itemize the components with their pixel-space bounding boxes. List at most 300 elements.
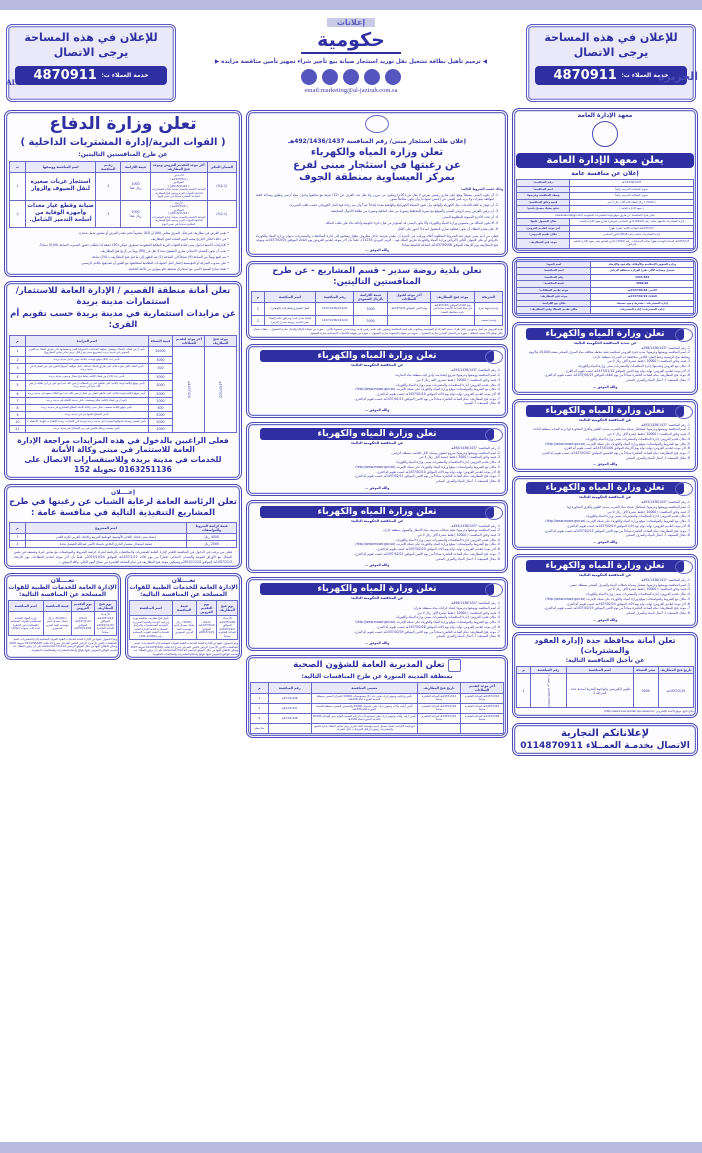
- table-cell: 2000 ريال: [187, 541, 237, 548]
- promo-phone-label-left: خدمة العملاء ت:: [101, 71, 149, 79]
- th-seq: م: [251, 682, 269, 693]
- mowe-jouf-title-3: بمركز العيساوية بمنطقة الجوف: [299, 172, 455, 183]
- med2-note: ويتم الحصول عليها من الإدارة العامة للخدمات الطبية للقوات المسلحة إدارة المشتريات: قسم المناقصات (الدور الأرضي) الرياض الخاص الشرقي مخرج 11 هاتف 0114795500 تحويلة 1607 ويمكن الاطلاع عليها من خلال الموقع الرسمي www.msd.mod.sa على أن يرفق بالعطاء عند تقديمه الوثائق النصوص عليها بلوائح وأحكام المشتريات والمناقصات الحكومية.: [130, 641, 238, 656]
- table-cell: 1: [251, 693, 269, 703]
- table-cell: تحويل الحقائب التدريبية رقمياً: [570, 186, 694, 193]
- mowe-subtitle: عن المناقصة الحكومية التالية:: [578, 572, 632, 577]
- jeddah-note[interactable]: مكان البيع: موقع الأمانة الإلكتروني (http://eservices.jeddah.gov.sa/eproc): [604, 709, 694, 714]
- list-item: 7- موعد فتح المظاريف: تمام الساعة العاشرة صباحاً من يوم الاثنين الموافق 1437/02/15هـ حسب تقويم أم القرى.: [544, 528, 690, 533]
- table-cell: تأمين وتركيب وتجهيز غرف طبي عدد (1) مستوصفات 50000 بالمركز الصحي بمنطقة المدينة المنورة لعام 1436هـ: [311, 693, 417, 703]
- table-cell: 1: [10, 346, 26, 356]
- mowe-title: تعلن وزارة المياه والكهرباء: [526, 482, 684, 494]
- th-copy-price: سعر النسخة: [633, 666, 658, 673]
- mowe-signoff: والله الموفق ...: [364, 640, 390, 645]
- list-item: 6- آخر موعد لتقديم العروض: نهاية دوام يوم الأربعاء الموافق 1437/01/06هـ حسب تقويم أم القرى.: [563, 446, 690, 451]
- row-label: تدفع بشيك مصدق باسم:: [517, 206, 570, 213]
- table-cell: 1435/1436/2م ص الفئة 1: [531, 673, 566, 708]
- list-item: 4- مكان تقديم العروض: إدارة المناقصات والمشتريات بمبنى وزارة المياه والكهرباء.: [585, 514, 690, 519]
- table-cell: تأجير أرض فضاء لإقامة بقالة ومقصف داخل مدينة الألعام في مدينة بريدة: [25, 397, 148, 404]
- table-cell: 3000: [148, 380, 173, 390]
- mowe-seal-icon: [485, 583, 503, 597]
- table-cell: [387, 316, 431, 326]
- th-name: اسم المنافسة: [566, 666, 633, 673]
- list-item: 3- قيمة وثائق المنافسة: ( 10000 ) فقط عشرة آلاف ريال لا غير.: [606, 432, 690, 437]
- table-cell: تشغيل وصيانة الآلي بفرع الوزارة بمنطقة الرياض: [591, 268, 694, 275]
- list-item: • يقدم العرض في مظاريف غير قابل للتمزق مقاس (A4) أو (A3) مختوماً بختم مقدم العرض أو ملصق يحمل شعاره.: [14, 231, 229, 236]
- th-dates: آخر موعد للتقديم العروض وموعد فتح المظاريف: [150, 162, 207, 173]
- ad-mowe-tender: [512, 399, 698, 473]
- table-cell: تأجير عدد (20) موقع لوحات إعلانية موبي داخل مدينة بريدة: [25, 356, 148, 363]
- th-close: آخر موعد لقبول العطاءات: [387, 291, 431, 302]
- logo-title: حكومية: [301, 29, 401, 54]
- buraidah-footer-2: للخدمات في مدينة بريدة وللاستفسارات الاتصال على 0163251136 تحويلة 152: [24, 455, 222, 475]
- mowe-signoff: والله الموفق ...: [364, 563, 390, 568]
- th-seq: م: [10, 335, 26, 346]
- ipa-table: [516, 179, 694, 249]
- list-item: • تعبئة نماذج المسح الأمني مع استخراج صحيفة خلو سوابق من الأدلة الجنائية.: [14, 267, 229, 272]
- med2-table: [129, 600, 238, 640]
- table-row: [252, 316, 503, 326]
- list-item: 4- مكان تقديم العروض: إدارة المناقصات والمشتريات بمبنى وزارة المياه والكهرباء.: [395, 460, 500, 465]
- table-row: [517, 307, 694, 314]
- youth-table: [9, 522, 237, 548]
- mowe-seal-icon: [675, 328, 693, 342]
- list-item: 5- مكان بيع الشروط والمواصفات: موقع وزارة المياه والكهرباء على شبكة الإنترنت (http://www.mowe.gov.sa): [355, 464, 500, 469]
- med1-table: [8, 600, 117, 636]
- promo-line1: للإعلان في هذه المساحة: [544, 31, 678, 44]
- mowe-subtitle: عن المناقصة الحكومية التالية:: [578, 495, 632, 500]
- row-label: اسم الجهة:: [517, 261, 591, 268]
- mowe-title: تعلن وزارة المياه والكهرباء: [260, 583, 494, 595]
- column-middle: [246, 110, 508, 738]
- table-cell: 2: [10, 541, 26, 548]
- madinah-body: [251, 693, 504, 733]
- mowe-title: تعلن وزارة المياه والكهرباء: [526, 405, 684, 417]
- table-cell: يوم الاثنين الموافق 1437/2/4هـ: [387, 302, 431, 316]
- table-cell: (%2-1): [207, 200, 237, 228]
- table-row: [252, 302, 503, 316]
- table-cell: تأجيل فتح مظاريف منافسة توريد وتركيب الوحدة والتقنية السريرية المؤتمتة المستشفيات والبرامج العسكرية التابعة للإدارة العامة للخدمات الطبية للقوات المسلحة رقم (1/4000-492): [130, 616, 173, 640]
- commercial-line2: الاتصال بخدمـة العمــلاء 0114870911: [520, 740, 690, 751]
- promo-phone-label: خدمة العملاء ت:: [621, 71, 669, 79]
- table-cell: ( 30,000 ) ريال بشيك مصدق باسم مؤسسة النقد العربي السعودي: [43, 612, 71, 636]
- commercial-line1: لإعلاناتكم التجارية: [560, 727, 650, 739]
- table-cell: 1: [10, 534, 26, 541]
- table-cell: 1: [10, 173, 26, 201]
- buraidah-footer-1: فعلى الراغبين بالدخول في هذه المزايدات مراجعة الإدارة العامة للاستثمار في مبنى وكالة الأمانة: [17, 435, 229, 455]
- mowe-jouf-conditions: [251, 193, 503, 232]
- list-item: 5- مكان بيع الشروط والمواصفات: موقع وزارة المياه والكهرباء على شبكة الإنترنت (http://www.mowe.gov.sa): [355, 387, 500, 392]
- mowe-subtitle: عن المناقصة الحكومية التالية:: [350, 363, 404, 368]
- table-cell: 9: [10, 411, 26, 418]
- table-cell: ( معهد الإدارة العامة ): [570, 206, 694, 213]
- mowe-seal-icon: [675, 482, 693, 496]
- th-close-date: آخر موعد لتقديم العطاءات: [173, 335, 205, 346]
- th-open-date: موعد فتح المظاريف: [205, 335, 237, 346]
- table-cell: دفع قيمة الكراسة بشيك مصدق باسم مؤسسة النقد العربي ويتم تسليم العطاء بإدارة العقود والمشتريات وصورة إرفاق الميزانيات داخل الصرف.: [311, 723, 417, 733]
- table-row: [251, 693, 504, 703]
- youth-title: تعلن الرئاسة العامة لرعاية الشباب عن رغبتها في طرح المشاريع التنفيذية التالية في منافسة عامة :: [9, 496, 237, 518]
- list-item: 6. على مقدم العطاء أن يكون عطاؤه ساري المفعول لمدة 3 أشهر على الأقل.: [256, 227, 494, 232]
- table-cell: إدارة المشتريات مكتب رقم (9014) الدور السادس: [570, 232, 694, 239]
- table-cell: 6: [10, 390, 26, 397]
- ad-mowe-tender: [246, 344, 508, 418]
- madinah-title-2: بمنطقة المدينة المنورة عن طرح المنافسات التالية:: [301, 672, 453, 680]
- table-cell: [418, 723, 461, 733]
- sudair-body: [252, 302, 503, 326]
- table-cell: إدارة المشتريات/ إدارة المشتريات: [591, 307, 694, 314]
- th-price: قيمة المنافسة: [43, 601, 71, 612]
- list-item: 6- آخر موعد لتقديم العروض: نهاية دوام يوم الأحد الموافق 1437/02/24هـ حسب تقويم أم القرى.: [566, 601, 690, 606]
- list-item: 1- رقم المنافسة: 493/1436/1437هـ: [640, 500, 690, 505]
- table-cell: 5000: [633, 673, 658, 708]
- th-tender-name: اسم المنافسة: [9, 601, 44, 612]
- table-cell: الاثــنــين ( 1437/2/4هـ ) الموافــق ( 2015/11/16م ) الساعة التاسعة والنصف صباحاً بإدارة المشتريات الداخلية للقوات البرية وسيتم فتح المظاريف الساعة العاشرة صباحاً في نفس اليوم: [151, 173, 206, 199]
- promo-phone-number-left: 4870911: [33, 67, 97, 83]
- table-cell: 43-05-436م: [268, 693, 311, 703]
- logo-kicker: إعلانات: [327, 18, 375, 27]
- buraidah-title-1: تعلن أمانة منطقة القصيم / الإدارة العامة للاستثمار/ استثمارات مدينة بريدة: [15, 286, 231, 308]
- th-open-day: يوم فتح المظاريف: [94, 601, 116, 612]
- jeddah-head: [517, 666, 694, 673]
- list-item: 6- موعد فتح المظاريف: تمام الساعة العاشرة صباحاً من يوم الثلاثاء الموافق 1437/01/15هـ حسب تقويم أم القرى.: [543, 373, 690, 378]
- jeddah-title: تعلن أمانة محافظة جدة (إدارة العقود والمشتريات): [534, 635, 676, 655]
- th-tender-name: اسم المنافسة: [130, 601, 173, 616]
- table-cell: 1437/2/11هـ الساعة العاشرة صباحاً: [418, 693, 461, 703]
- table-cell-open-date: 1437/2/5هـ: [205, 346, 237, 432]
- list-item: 7- موعد فتح المظاريف: تمام الساعة العاشرة صباحاً من يوم الاثنين الموافق 1437/02/29هـ حسب تقويم أم القرى.: [354, 629, 500, 634]
- ad-mowe-tender: [246, 577, 508, 651]
- table-cell: صيانة وقطع غيار معدات وأجهزة الوقاية من أسلحة التدمير الشامل.: [25, 200, 95, 228]
- table-row: [251, 723, 504, 733]
- mowe-subtitle: عن تمديد المناقصة الحكومية التالية:: [573, 340, 637, 345]
- table-cell: تأجير المسلخ النموذجي في مدينة بريدة: [25, 411, 148, 418]
- list-item: 6- آخر موعد لتقديم العروض: نهاية دوام يوم الأحد الموافق 1437/01/10هـ حسب تقويم أم القرى.: [376, 391, 500, 396]
- list-item: 6- آخر موعد لتقديم العروض: نهاية دوام يوم الأحد الموافق 1437/02/10هـ حسب تقويم أم القرى.: [376, 469, 500, 474]
- madinah-table: [250, 682, 504, 734]
- th-booklet: قيمة الكراسة: [121, 162, 151, 173]
- mowe-jouf-closing: فعلى من لديه مبنى تتوفر فيه الشروط المطلوبة أعلاه ويرغب في تأجيره أن يتقدم بعرضه داخل مظروف مقفل ومختوم إلى إدارة المناقصات والمشتريات بديوان وزارة المياه والكهرباء بالرياض أو على العنوان التالي (الرياض وزارة المياه والكهرباء طريق الملك فهد - الرمز البريدي 11233)، علماً بأن آخر موعد لتقديم العروض يوم الثلاثاء الموافق 1437/02/05هـ وموعد فتح المظاريف يوم الأربعاء الموافق 1437/02/06هـ الساعة التاسعة صباحاً.: [256, 233, 499, 248]
- table-cell: 2: [10, 200, 26, 228]
- list-item: 4- مكان بيع العروض وتقديمها: إدارة المناقصات والمشتريات بمبنى وزارة المياه والكهرباء.: [577, 363, 690, 368]
- list-item: 1- رقم المنافسة: 398/1436/1437هـ: [640, 345, 690, 350]
- list-item: 7- موعد فتح المظاريف: تمام الساعة العاشرة صباحاً من يوم الاثنين الموافق 1437/01/11هـ حسب تقويم أم القرى.: [354, 396, 500, 401]
- ad-ministry-of-defense: [4, 110, 242, 277]
- table-cell: إنشاء مبنى لاتحاد اللجان الأولمبية الوطنية العربية والاتحاد العربي لكرة القدم: [25, 534, 186, 541]
- table-cell: تأجير موقع لإقامة مقصف داخل مبنى وكالة الأمانة لقطاع المشاريع في مدينة بريدة: [25, 404, 148, 411]
- mowe-items: [516, 346, 694, 385]
- table-cell: 3000,00: [591, 281, 694, 288]
- madinah-head: [251, 682, 504, 693]
- med1-kicker: تعــــلان: [50, 577, 75, 585]
- table-cell: 2: [251, 703, 269, 713]
- th-open-date: تاريخ فتح المظاريف: [658, 666, 693, 673]
- youth-note: فعلى من يرغب في الدخول في المنافسة التقدم لإدارة العامة للمشتريات والمناقصات بالرئاسة لشراء كراسة الشروط والمواصفات مع سابق خبرة وتصنيف في نفس المجال مع الأوراق الثبوتية والضمان الابتدائي اعتباراً من يوم الأحد 1437/1/12هـ الموافق 2015/10/24م علماً بأن آخر موعد لتقديم العطاءات يوم الأربعاء 1437/2/13هـ الموافق 2015/11/24م وسيكون موعد فتح المظاريف في تمام الساعة العاشرة من صباح اليوم التالي. والله الموفق ...: [14, 550, 232, 564]
- row-label: قيمة وثائق المنافسة:: [517, 199, 570, 206]
- table-cell: تأجير موقع لإقامة لوحة إعلانية على تقاطع عمر بن الخطاب (رضي الله عنه) مع علي بن أبي طالب (رضي الله عنه) في مدينة بريدة: [25, 380, 148, 390]
- th-tender-name: اسم المنافسة: [264, 291, 315, 302]
- commercial-ads-footer[interactable]: [512, 723, 698, 756]
- med1-title: الإدارة العامة للخدمات الطبية للقوات المسلحة عن المنافسة التالية:: [8, 584, 117, 599]
- ipa-pretitle: معهد الإدارة العامة: [577, 112, 633, 119]
- th-seq: م: [252, 291, 265, 302]
- services-tagline: [178, 59, 524, 65]
- list-item: 2- اسم المنافسة ووصفها وغرضها: شروع إنشاء سد وادي اليد بمنطقة مكة المكرمة.: [394, 373, 500, 378]
- table-cell: 11: [10, 425, 26, 432]
- list-item: 2. أن تتوفر به كافة الخدمات مثل الكهرباء والهاتف وأن تكون الشبكة الكهربائية والهاتفية معدة إعداداً جيداً وأن يتم زيادة قوة التيار الكهربائي حسب طلب الشريرة.: [256, 203, 494, 208]
- sudair-note: تقدم العروض من أصل وصورتين داخل ظرف مختم الشركة أو المؤسسة ومكتوب عليه اسم المنافسة ومعنون عليه باسم رئيس بلدية روضة سدير مصحوبا بالآتي: - صورة من شهادة الزكاة والدخل سارية المفعول. - خطاب ضمان بنكي بواقع %1 حسب النظام. - صورة من السجل التجاري سارية المفعول. - صورة من شهادة السعودة سارية المفعول. - صورة من شهادة التأمينات الاجتماعية سارية المفعول.: [253, 327, 503, 335]
- arrow-right-icon: ◀: [482, 59, 488, 65]
- table-row: [10, 200, 237, 228]
- sudair-table: [251, 291, 503, 327]
- list-item: 5- مكان بيع الشروط والمواصفات: موقع وزارة المياه والكهرباء على شبكة الإنترنت (http://www.mowe.gov.sa): [545, 596, 690, 601]
- list-item: 5- آخر موعد لتقديم العروض: نهاية دوام يوم الاثنين الموافق 1437/01/14هـ حسب تقويم أم القرى.: [564, 368, 690, 373]
- row-label: موعد فتح المظاريف:: [517, 238, 570, 248]
- mowe-boxes-right: [512, 322, 698, 628]
- table-cell: 5000: [148, 411, 173, 418]
- table-row: [10, 541, 237, 548]
- list-item: 4- مكان تقديم العروض: إدارة المناقصات والمشتريات بمبنى وزارة المياه والكهرباء.: [585, 592, 690, 597]
- row-label: آخر موعد لتقديم العروض:: [517, 225, 570, 232]
- row-label: مكان تقديم العروض:: [517, 232, 570, 239]
- table-cell: 2000: [148, 425, 173, 432]
- table-row: [517, 238, 694, 248]
- buraidah-table-body: [10, 346, 237, 432]
- defense-lead: عن طرح المنافستين التاليتين:: [78, 151, 168, 159]
- column-left: [4, 110, 242, 660]
- table-cell: 2: [252, 316, 265, 326]
- table-cell: تأجير عدد (4) أرض فضاء لإقامة نقاط ذبح شمال وجنوب مدينة بريدة: [25, 373, 148, 380]
- mowe-seal-icon: [485, 350, 503, 364]
- table-cell: 1000 ريال نقداً: [121, 173, 151, 201]
- mowe-title: تعلن وزارة المياه والكهرباء: [526, 328, 684, 340]
- mowe-boxes-middle: [246, 344, 508, 651]
- table-cell: 1437/1436/2/14/22: [316, 316, 354, 326]
- list-item: 8- مجال التصنيف: أ- أعمال المياه والصرف الصحي: [625, 533, 690, 538]
- list-item: 2- اسم المنافسة ووصفها وغرضها: استكمال شبكة مياه الشرب بمدينة العليق والفرق المجاورة لها.: [566, 505, 690, 510]
- th-copy-price: قيمة النسخة: [148, 335, 173, 346]
- row-label: رقم المنافسة:: [517, 274, 591, 281]
- list-item: 5- مكان بيع الشروط والمواصفات: موقع وزارة المياه والكهرباء على شبكة الإنترنت (http://www.mowe.gov.sa): [355, 620, 500, 625]
- list-item: 8- مجال التصنيف: أ- أعمال المياه والصرف الصحي: [625, 610, 690, 615]
- mowe-seal-icon: [675, 560, 693, 574]
- mowe-signoff: والله الموفق ...: [592, 539, 618, 544]
- list-item: 3- قيمة وثائق المنافسة: ( 10000 ) فقط عشرة آلاف ريال لا غير.: [606, 587, 690, 592]
- bearing-icon: [385, 69, 401, 85]
- promo-box-right[interactable]: [526, 24, 696, 102]
- th-submit-day: يوم التقديم العروض: [196, 601, 217, 616]
- mowe-items: [516, 500, 694, 540]
- table-cell: عملية استبدال مضمار الجري الخاص باستاد الأمير عبدالله الفيصل بجدة: [25, 541, 186, 548]
- list-item: 4- مكان تقديم العروض: إدارة المناقصات والمشتريات بمبنى وزارة المياه والكهرباء.: [395, 615, 500, 620]
- medical-services-row: [4, 573, 242, 660]
- mowe-signoff: والله الموفق ...: [364, 485, 390, 490]
- med2-body: [130, 616, 238, 640]
- table-cell: الأربعــاء 1437/2/20هـ الموافق 2015/12/2م الساعة العاشرة صباحاً: [218, 616, 236, 638]
- list-item: 4- مكان تقديم العروض: إدارة المناقصات والمشتريات بمبنى وزارة المياه والكهرباء.: [585, 436, 690, 441]
- mowe-jouf-title-2: عن رغبتها في استئجار مبنى لفرع: [293, 159, 461, 171]
- ad-mowe-tender: [512, 554, 698, 628]
- ad-mowe-jouf: [246, 110, 508, 257]
- table-cell: 3000: [354, 316, 387, 326]
- table-cell: تأجير مقصف وبقالة قائمين في حي الإسكان في مدينة بريدة: [25, 425, 148, 432]
- table-cell: الأربعاء ( 1437/2/6هـ ) الموافــق ( 2015/11/18م ) الساعة التاسعة والنصف صباحاً بإدارة المشتريات الداخلية للقوات البرية وسيتم فتح المظاريف العاشرة صباحاً في نفس اليوم: [151, 200, 206, 226]
- defense-table: [9, 161, 237, 228]
- ipa-body: [517, 180, 694, 249]
- mowe-items: [516, 578, 694, 618]
- table-cell: 4: [10, 373, 26, 380]
- promo-line2: يرجى الاتصال: [573, 45, 649, 59]
- shield-icon: [301, 69, 317, 85]
- ad-buraidah-investments: [4, 281, 242, 480]
- th-submit-day: يوم التقديم العروض: [71, 601, 94, 612]
- th-number: رقم المنافسة: [531, 666, 566, 673]
- promo-phone-number: 4870911: [553, 67, 617, 83]
- masthead: [0, 10, 702, 106]
- defense-title: تعلن وزارة الدفاع: [49, 114, 197, 134]
- ad-youth-welfare: [4, 484, 242, 569]
- jeddah-body: [517, 673, 694, 708]
- th-open-day: يوم فتح المظاريف: [217, 601, 238, 616]
- table-cell: 3: [96, 200, 121, 228]
- table-cell: (%2-1): [207, 173, 237, 201]
- list-item: 5- مكان بيع الشروط والمواصفات: موقع وزارة المياه والكهرباء على شبكة الإنترنت (http://www.mowe.gov.sa): [355, 542, 500, 547]
- brand-logo-ar: الجزيرة: [657, 70, 698, 83]
- defense-table-head: [10, 162, 237, 173]
- list-item: 1- رقم المنافسة: 496/1436/1437هـ: [450, 601, 500, 606]
- table-cell: [461, 723, 504, 733]
- list-item: 7- موعد فتح المظاريف: تمام الساعة العاشرة صباحاً من يوم الاثنين الموافق 1437/02/21هـ حسب تقويم أم القرى.: [354, 551, 500, 556]
- youth-table-head: [10, 523, 237, 534]
- mowe-title: تعلن وزارة المياه والكهرباء: [260, 428, 494, 440]
- buraidah-table-head: [10, 335, 237, 346]
- row-label: رقم المنافسة:: [517, 180, 570, 187]
- table-cell: ملا حظة: [251, 723, 269, 733]
- th-open: موعد فتح المظاريف: [431, 291, 475, 302]
- table-cell: 2: [10, 356, 26, 363]
- youth-table-body: [10, 534, 237, 548]
- table-cell: 1437/2/23هـ الساعة العاشرة صباحاً: [461, 703, 504, 713]
- table-row: [9, 612, 117, 636]
- brand-logo-en: AL-JAZIRAH: [6, 78, 56, 87]
- table-cell: إنشاء مباني بلدية ومرافق عامة (إنشاء مبنى البلدية بروضة سدير) (الرمز): [264, 316, 315, 326]
- table-cell: تأجير موقع لإقامة لوحة إعلانية على تقاطع عثمان بن عفان (رضي الله عنه) مع الملك سعود في مدينة بريدة: [25, 390, 148, 397]
- table-row: [10, 534, 237, 541]
- ad-jeddah-municipality: [512, 632, 698, 718]
- table-cell: استئجار عربات صغيرة لنقل الضيوف والزوار: [25, 173, 95, 201]
- row-label: موعد تقديم العطاءات:: [517, 287, 591, 294]
- table-cell: ( 3,000 ) ريال فقط/ ثلاثة آلاف ريال لا غير: [570, 199, 694, 206]
- mowe-subtitle: عن المناقصة الحكومية التالية:: [350, 596, 404, 601]
- list-item: 3. أن يرفق بالعرض رسم كروكي للمبنى والموقع مع صورة للمخطط وصورة من صك الملكية وصورة من بطاقة الأحوال الشخصية.: [256, 209, 494, 214]
- mowe-subtitle: عن المناقصة الحكومية التالية:: [578, 417, 632, 422]
- table-row: [251, 713, 504, 723]
- islamic-table: [516, 261, 694, 314]
- row-label: اسم المنافسة:: [517, 186, 570, 193]
- mowe-signoff: والله الموفق ...: [592, 462, 618, 467]
- ad-institute-public-administration: [512, 108, 698, 253]
- list-item: 7- موعد فتح المظاريف: تمام الساعة العاشرة صباحاً من يوم الاثنين الموافق 1437/02/11هـ حسب تقويم أم القرى.: [354, 474, 500, 479]
- th-guarantee: الضمان البنكي: [207, 162, 237, 173]
- marketing-email[interactable]: email:marketing@al-jazirah.com.sa: [304, 87, 398, 94]
- mowe-jouf-title-1: تعلن وزارة المياه والكهرباء: [310, 147, 444, 158]
- promo-line2-left: يرجى الاتصال: [53, 45, 129, 59]
- top-page-strip: [0, 0, 702, 10]
- list-item: 1- رقم المنافسة: 191/1436/1437هـ: [450, 368, 500, 373]
- list-item: 8- مجال التصنيف: أ- أعمال المياه والصرف الصحي: [435, 634, 500, 639]
- ipa-seal-icon: [592, 121, 618, 147]
- table-row: [130, 616, 238, 640]
- list-item: 1- رقم المنافسة: 490/1436/1437هـ: [450, 446, 500, 451]
- table-cell: إدارة المشتريات بالمعهد مكتب رقم (6014) الدور السادس بالرياض/ شارع معهد الإدارة العامة.: [570, 219, 694, 226]
- emblem-icon: [343, 69, 359, 85]
- table-cell: 4000 ريال: [187, 534, 237, 541]
- table-cell: 500: [148, 404, 173, 411]
- table-cell: تأجير أرض فضاء، لإنشاء، وتشغيل منطقة الصناعات التحويلية للتمر ومشتقاتها على طريق الملك عبدالعزيز الجنوبي في مدينة بريدة (مشروع مميز مع إرفاق عرض مالي وفني المشروع): [25, 346, 148, 356]
- table-cell: 1437/2/29هـ الساعة العاشرة صباحاً: [418, 713, 461, 723]
- list-item: 3- قيمة وثائق المنافسة: ( 10000 ) فقط عشرة آلاف ريال لا غير.: [416, 533, 500, 538]
- list-item: 1- رقم المنافسة: 492/1436/1437هـ: [640, 422, 690, 427]
- table-cell: 2: [96, 173, 121, 201]
- promo-box-left[interactable]: [6, 24, 176, 102]
- th-name: مسمى المنافسة: [311, 682, 417, 693]
- services-text: ترميم تأهيل نظافة تشغيل نقل توريد استئجار صيانة بيع تأجير شراء تجهيز تأمين مناقصة مزايدة: [221, 59, 481, 65]
- table-cell: ( 5000 ) ريال بشيك مصدق باسم مؤسسة النقد العربي السعودي: [172, 616, 196, 640]
- table-cell: 1434-563: [591, 274, 694, 281]
- row-label: قيمة المنافسة:: [517, 281, 591, 288]
- table-cell: 500: [148, 363, 173, 373]
- table-cell: 1437/2/10هـ الساعة العاشرة صباحاً: [461, 693, 504, 703]
- youth-kicker: إعــــلان: [110, 488, 136, 496]
- list-item: 2- اسم المنافسة ووصفها وغرضها: تشغيل وصيانة شبكات المياه والصرف الصحي بمنطقة عسير.: [569, 582, 690, 587]
- list-item: 3- قيمة وثائق المنافسة: ( 10000 ) فقط عشرة آلاف ريال لا غير.: [606, 359, 690, 364]
- publication-logo: [178, 10, 524, 94]
- table-cell: 3000: [148, 356, 173, 363]
- list-item: 6- آخر موعد لتقديم العروض: نهاية دوام يوم الأحد الموافق 1437/02/28هـ حسب تقويم أم القرى.: [376, 624, 500, 629]
- list-item: • يجب أن يكون الضمان الابتدائي ساري المفعول مدة لا تقل عن (90) يوماً من تاريخ فتح المظاريف.: [14, 249, 229, 254]
- list-item: 8- مجال التصنيف: أ- أعمال المياه والصرف الصحي: [625, 455, 690, 460]
- list-item: • يتم البيع يومياً من الساعة (9) صباحاً إلى الساعة (1) بعد الظهر إلى ما قبل فتح المظاريف بـ (24) ساعة.: [14, 255, 229, 260]
- table-cell-close-date: 1437/2/4هـ: [173, 346, 205, 432]
- med2-head: [130, 601, 238, 616]
- table-cell: تطوير الكورنيش والواجهة البحرية لمدينة جدة - المرحلة 2: [566, 673, 633, 708]
- defense-table-body: [10, 173, 237, 228]
- madinah-title-1: تعلن المديرية العامة للشؤون الصحية: [293, 659, 445, 670]
- list-item: 6- آخر موعد لتقديم العروض: نهاية دوام يوم الأحد الموافق 1437/02/20هـ حسب تقويم أم القرى.: [376, 547, 500, 552]
- list-item: 4- مكان تقديم العروض: إدارة المناقصات والمشتريات بمبنى وزارة المياه والكهرباء.: [395, 537, 500, 542]
- list-item: 5- مكان بيع الشروط والمواصفات: موقع وزارة المياه والكهرباء على شبكة الإنترنت (http://www.mowe.gov.sa): [545, 441, 690, 446]
- mowe-subtitle: عن المناقصة الحكومية التالية:: [350, 441, 404, 446]
- med2-title: الإدارة العامة للخدمات الطبية للقوات المسلحة عن المنافسة التالية:: [129, 584, 238, 599]
- row-label: وصف المنافسة وغرضها:: [517, 193, 570, 200]
- mowe-signoff: والله الموفق ...: [592, 384, 618, 389]
- mowe-title: تعلن وزارة المياه والكهرباء: [260, 350, 494, 362]
- th-booklet-price: قيمة كراسة الشروط والمواصفات: [187, 523, 237, 534]
- row-label: موعد فتح المظاريف:: [517, 294, 591, 301]
- table-cell: 5000: [148, 418, 173, 425]
- th-booklet-sar: قيمة الكراسة بالريال السعودي: [354, 291, 387, 302]
- table-cell: وزارة الشؤون الإسلامية والأوقاف والدعوة والإرشاد: [591, 261, 694, 268]
- promo-line1-left: للإعلان في هذه المساحة: [24, 31, 158, 44]
- mowe-jouf-signoff: والله الموفق ...: [364, 247, 389, 252]
- th-tier: الشريحة: [474, 291, 502, 302]
- ad-mowe-tender: [246, 422, 508, 496]
- table-cell: 20000: [148, 346, 173, 356]
- table-cell: واحدة لمهنة غيرة: [474, 302, 502, 316]
- table-cell: يمكن شراء المنافسة عن طريق موقع بوابة المشتريات الحكومية (www.saudiegp.com): [517, 212, 694, 219]
- table-row: [251, 703, 504, 713]
- table-cell: [431, 316, 475, 326]
